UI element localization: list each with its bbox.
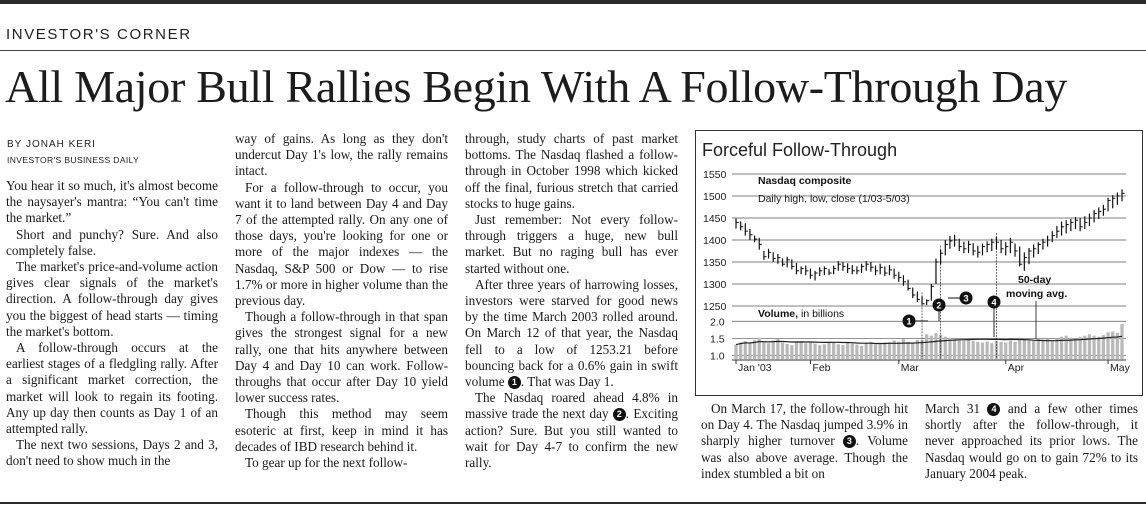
paragraph	[465, 390, 678, 471]
volume-bar	[925, 334, 928, 359]
volume-bar	[744, 341, 747, 359]
volume-bar	[799, 342, 802, 359]
volume-bar	[1111, 332, 1114, 359]
volume-bar	[906, 342, 909, 359]
paragraph-text: March 31	[925, 401, 981, 416]
paragraph	[235, 406, 448, 455]
volume-bar	[1051, 341, 1054, 359]
callout-marker-label: 3	[963, 293, 969, 305]
paragraph	[465, 277, 678, 390]
volume-bar	[962, 340, 965, 359]
byline: BY JONAH KERI	[7, 139, 96, 150]
volume-bar	[1009, 341, 1012, 359]
paragraph-text: Though this method may seem esoteric at first, keep in mind it has decades of IBD research behind it.	[235, 406, 448, 454]
callout-marker-label: 4	[991, 297, 997, 309]
paragraph-text: Though a follow-through in that span gives the strongest signal for a new rally, one that hits anywhere between Day 4 and Day 10 can work. Follow-throughs that occur after Day 10 yield lower success rates.	[235, 309, 448, 406]
volume-bar	[804, 343, 807, 359]
volume-bar	[976, 342, 979, 359]
volume-bar	[981, 343, 984, 359]
volume-bar	[1046, 339, 1049, 359]
volume-bar	[869, 342, 872, 359]
price-tick-label: 1250	[703, 301, 727, 313]
paragraph-text: A follow-through occurs at the earliest stages of a fledgling rally. After a significant market correction, the market will look to regain its footing. Any up day then counts as Day 1 of an attempted rally.	[6, 340, 218, 437]
volume-tick-label: 1.0	[710, 350, 725, 363]
x-axis-label: Jan '03	[738, 362, 772, 374]
paragraph	[465, 212, 678, 277]
volume-label-main: Volume,	[758, 308, 799, 320]
volume-bar	[1120, 324, 1123, 359]
callout-marker: 3	[843, 435, 856, 448]
volume-bar	[772, 340, 775, 359]
volume-bar	[776, 339, 779, 359]
volume-bar	[767, 343, 770, 359]
paragraph	[701, 401, 908, 482]
paragraph-text: way of gains. As long as they don't undercut Day 1's low, the rally remains intact.	[235, 131, 448, 179]
paragraph-text: and a few other times shortly after the follow-through, it never approached its prior lows. The Nasdaq would go on to gain 72% to its January 2004 peak.	[925, 401, 1138, 481]
volume-bar	[990, 343, 993, 359]
volume-label-unit: in billions	[798, 308, 845, 320]
article-column-4	[701, 401, 908, 482]
volume-bar	[1023, 339, 1026, 359]
series-label: Nasdaq composite	[758, 175, 852, 187]
volume-bar	[888, 342, 891, 359]
paragraph-text: through, study charts of past market bottoms. The Nasdaq flashed a follow-through in October 1998 which kicked off the final, furious stretch that carried stocks to huge gains.	[465, 131, 678, 211]
x-axis-label: Apr	[1007, 362, 1025, 374]
paragraph	[6, 227, 218, 259]
volume-bar	[1097, 337, 1100, 359]
volume-bar	[1004, 343, 1007, 359]
volume-tick-label: 2.0	[710, 316, 725, 329]
volume-bar	[818, 345, 821, 359]
publication-name: INVESTOR'S BUSINESS DAILY	[7, 155, 140, 165]
headline: All Major Bull Rallies Begin With A Follow-Through Day	[5, 61, 1068, 112]
volume-tick-label: 1.5	[710, 333, 725, 346]
x-axis-label: Mar	[900, 362, 919, 374]
chart-title: Forceful Follow-Through	[702, 140, 898, 160]
paragraph-text: You hear it so much, it's almost become the naysayer's mantra: “You can't time the market.”	[6, 178, 218, 226]
moving-average-label: 50-day	[1018, 274, 1052, 286]
paragraph	[235, 309, 448, 406]
volume-bar	[1032, 341, 1035, 359]
paragraph	[6, 259, 218, 340]
article-column-5	[925, 401, 1138, 482]
paragraph-text: After three years of harrowing losses, investors were starved for good news by the time March 2003 rolled around. On March 12 of that year, the Nasdaq fell to a low of 1253.21 before bouncing back for a 0.6% gain in swift volume	[465, 276, 678, 390]
volume-bar	[837, 344, 840, 359]
paragraph	[6, 340, 218, 437]
volume-bar	[786, 344, 789, 359]
paragraph	[235, 455, 448, 471]
price-tick-label: 1400	[703, 235, 727, 247]
volume-bar	[734, 345, 737, 359]
paragraph-text: On March 17, the follow-through hit on Day 4. The Nasdaq jumped 3.9% in sharply higher turnover	[701, 401, 908, 449]
moving-average-label: moving avg.	[1006, 288, 1068, 300]
nasdaq-chart	[695, 130, 1143, 396]
volume-bar	[841, 345, 844, 359]
volume-bar	[795, 341, 798, 359]
bottom-rule	[0, 502, 1146, 504]
volume-bar	[762, 342, 765, 359]
paragraph-text: The market's price-and-volume action gives clear signals of the market's direction. A follow-through day gives you the biggest of head starts — timing the market's bottom.	[6, 259, 218, 339]
volume-bar	[930, 336, 933, 359]
volume-bar	[1041, 340, 1044, 359]
paragraph	[6, 437, 218, 469]
price-tick-label: 1300	[703, 279, 727, 291]
volume-bar	[758, 338, 761, 359]
paragraph-text: . Volume was also above average. Though the index stumbled a bit on	[701, 433, 909, 481]
volume-bar	[902, 339, 905, 359]
article-column-2	[235, 131, 448, 471]
paragraph	[235, 180, 448, 310]
price-tick-label: 1550	[703, 169, 727, 181]
volume-bar	[846, 343, 849, 359]
volume-bar	[1069, 338, 1072, 359]
volume-bar	[748, 344, 751, 359]
price-tick-label: 1350	[703, 257, 727, 269]
paragraph-text: The Nasdaq roared ahead 4.8% in massive trade the next day	[465, 390, 678, 422]
x-axis-label: May	[1110, 362, 1130, 374]
volume-bar	[911, 344, 914, 359]
callout-marker: 4	[987, 403, 1000, 416]
paragraph	[6, 178, 218, 227]
paragraph	[925, 401, 1138, 482]
article-column-1	[6, 178, 218, 470]
volume-bar	[986, 342, 989, 359]
callout-marker: 2	[613, 408, 626, 421]
volume-bar	[999, 342, 1002, 359]
callout-marker-label: 1	[906, 316, 912, 328]
top-rule	[0, 0, 1146, 4]
volume-bar	[967, 339, 970, 359]
price-tick-label: 1500	[703, 191, 727, 203]
volume-bar	[1037, 338, 1040, 359]
volume-bar	[809, 342, 812, 359]
paragraph-text: Short and punchy? Sure. And also completely false.	[6, 226, 218, 258]
volume-moving-average-line	[736, 336, 1122, 344]
volume-bar	[865, 343, 868, 359]
chart-canvas	[696, 131, 1142, 395]
volume-bar	[790, 345, 793, 359]
series-sublabel: Daily high, low, close (1/03-5/03)	[758, 193, 910, 205]
volume-bar	[1013, 342, 1016, 359]
volume-bar	[781, 343, 784, 359]
volume-bar	[1074, 338, 1077, 359]
volume-bar	[860, 346, 863, 359]
volume-label	[758, 308, 844, 320]
volume-bar	[874, 344, 877, 359]
paragraph-text: For a follow-through to occur, you want it to land between Day 4 and Day 7 of the attempted rally. On any one of those days, you're looking for one or more of the major indexes — the Nasdaq, S&P 500 or Dow — to rise 1.7% or more in higher volume than the previous day.	[235, 179, 448, 309]
section-divider	[0, 50, 1146, 51]
x-axis-label: Feb	[812, 362, 831, 374]
volume-bar	[832, 343, 835, 359]
volume-bar	[855, 345, 858, 359]
volume-bar	[958, 340, 961, 359]
section-label: INVESTOR'S CORNER	[6, 26, 192, 43]
paragraph-text: . Exciting action? Sure. But you still wanted to wait for Day 4-7 to confirm the new rally.	[465, 406, 678, 471]
paragraph	[235, 131, 448, 180]
volume-bar	[1088, 334, 1091, 359]
paragraph-text: . That was Day 1.	[520, 374, 614, 390]
article-column-3	[465, 131, 678, 471]
volume-bar	[739, 343, 742, 359]
volume-bar	[1055, 338, 1058, 359]
callout-marker: 1	[508, 376, 521, 389]
volume-bar	[827, 342, 830, 359]
paragraph-text: Just remember: Not every follow-through triggers a huge, new bull market. But no raging bull has ever started without one.	[465, 212, 678, 276]
volume-bar	[972, 341, 975, 359]
volume-bar	[813, 344, 816, 359]
volume-bar	[1106, 332, 1109, 359]
volume-bar	[879, 343, 882, 359]
volume-bar	[1018, 338, 1021, 359]
volume-bar	[1027, 340, 1030, 359]
callout-marker-label: 2	[936, 300, 942, 312]
volume-bar	[953, 339, 956, 359]
volume-bar	[934, 333, 937, 359]
volume-bar	[1065, 336, 1068, 359]
paragraph-text: The next two sessions, Days 2 and 3, don't need to show much in the	[6, 437, 218, 469]
volume-bar	[897, 342, 900, 359]
price-tick-label: 1450	[703, 213, 727, 225]
paragraph	[465, 131, 678, 212]
volume-bar	[883, 343, 886, 359]
volume-bar	[823, 344, 826, 359]
paragraph-text: To gear up for the next follow-	[245, 455, 408, 471]
volume-bar	[851, 344, 854, 359]
